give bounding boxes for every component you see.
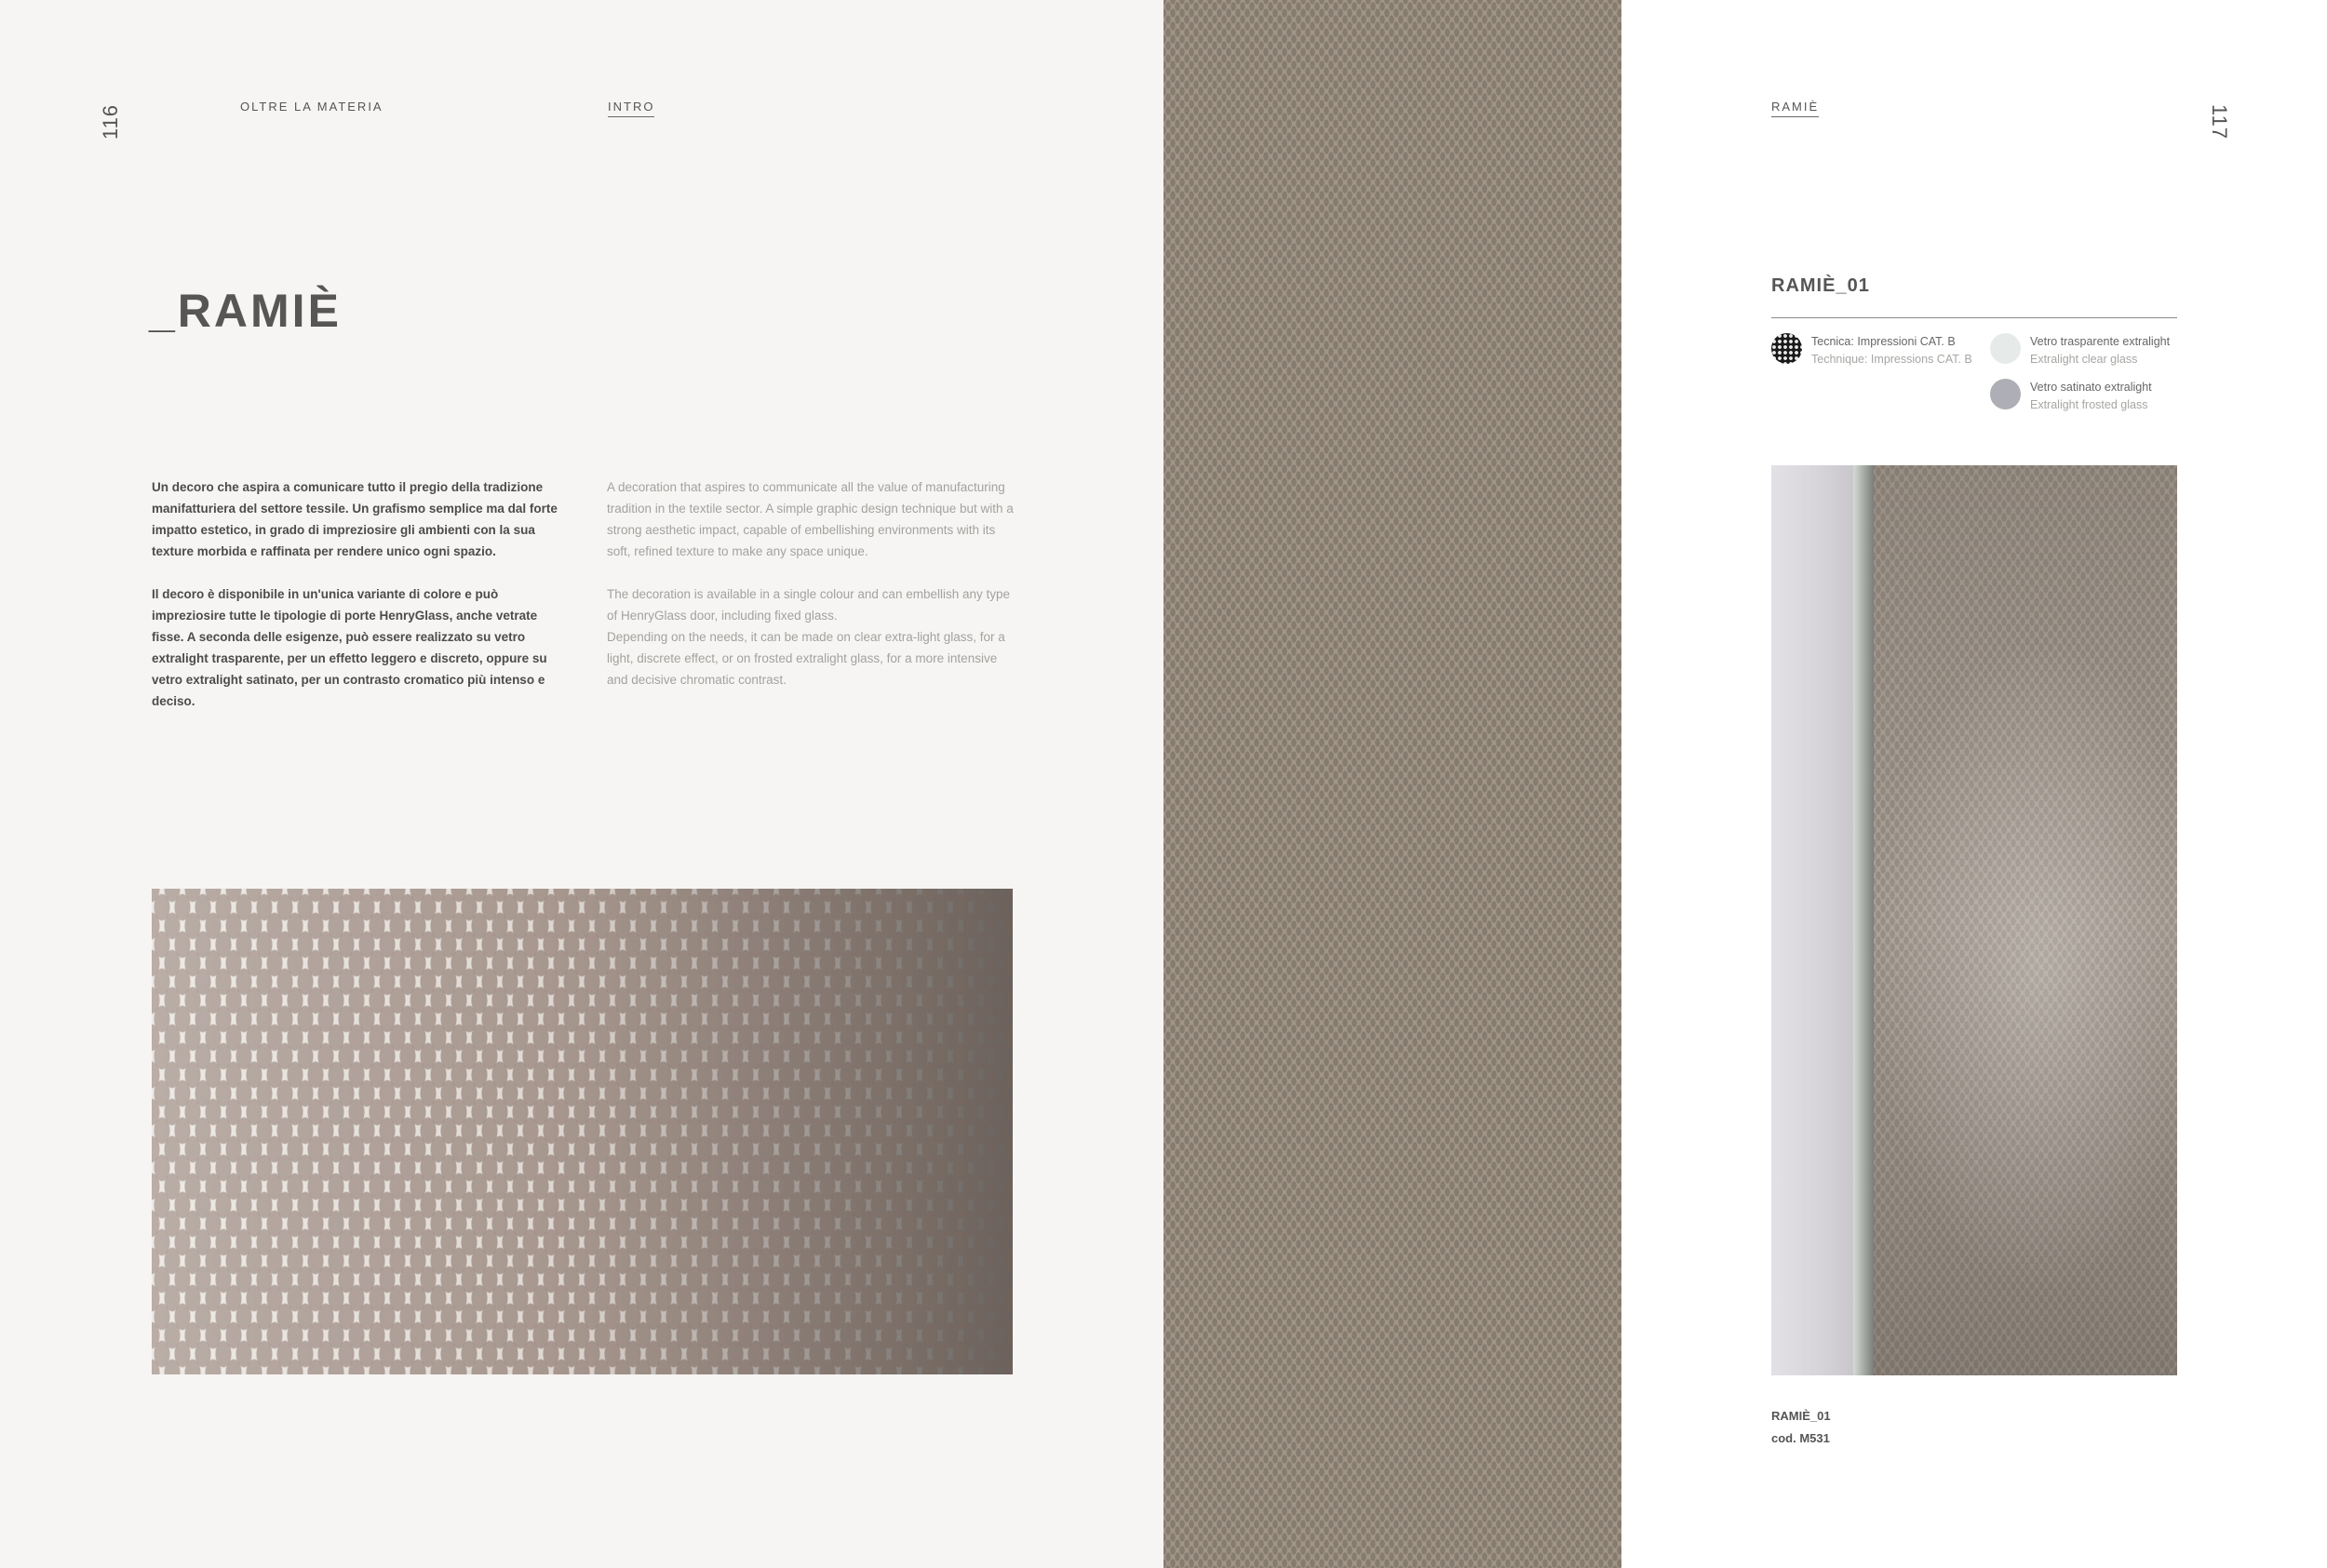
title-divider bbox=[1771, 317, 2177, 318]
caption-name: RAMIÈ_01 bbox=[1771, 1409, 1831, 1423]
english-paragraph: A decoration that aspires to communicate all the value of manufacturing tradition in the textile sector. A simple graphic design technique but with a strong aesthetic impact, capable of embellishing environments with its soft, refined texture to make any space unique. bbox=[607, 480, 1014, 558]
section-label: OLTRE LA MATERIA bbox=[240, 100, 383, 114]
page-number-left: 116 bbox=[99, 103, 123, 141]
photo-shading bbox=[152, 889, 1013, 1374]
frosted-glass-swatch-icon bbox=[1990, 379, 2021, 409]
texture-closeup-image bbox=[152, 889, 1013, 1374]
spec-technique-it: Tecnica: Impressioni CAT. B bbox=[1811, 335, 1956, 348]
spec-frosted-en: Extralight frosted glass bbox=[2030, 398, 2148, 411]
clear-glass-swatch-icon bbox=[1990, 333, 2021, 364]
spec-frosted-it: Vetro satinato extralight bbox=[2030, 381, 2152, 394]
italian-paragraph: Il decoro è disponibile in un'unica variante di colore e può impreziosire tutte le tipologie di porte HenryGlass, anche vetrate fisse. A seconda delle esigenze, può essere realizzato su vetro extralight trasparente, per un effetto leggero e discreto, oppure su vetro extralight satinato, per un contrasto cromatico più intenso e deciso. bbox=[152, 587, 547, 708]
product-title: RAMIÈ_01 bbox=[1771, 275, 1870, 296]
english-paragraph: Depending on the needs, it can be made on clear extra-light glass, for a light, discrete effect, or on frosted extralight glass, for a more intensive and decisive chromatic contrast. bbox=[607, 630, 1005, 687]
glass-edge bbox=[1853, 465, 1874, 1375]
spec-clear-glass bbox=[1990, 333, 2170, 369]
door-product-image bbox=[1771, 465, 2177, 1375]
door-frame bbox=[1771, 465, 1855, 1375]
spec-technique bbox=[1771, 333, 1972, 369]
product-caption bbox=[1771, 1405, 1831, 1450]
italian-description bbox=[152, 476, 561, 712]
page-title: _RAMIÈ bbox=[149, 285, 342, 337]
page-number-right: 117 bbox=[2208, 103, 2232, 141]
nav-link-ramie[interactable]: RAMIÈ bbox=[1771, 100, 1819, 117]
english-paragraph: The decoration is available in a single colour and can embellish any type of HenryGlass door, including fixed glass. bbox=[607, 587, 1011, 623]
spec-technique-en: Technique: Impressions CAT. B bbox=[1811, 353, 1972, 366]
caption-code: cod. M531 bbox=[1771, 1431, 1830, 1445]
english-description bbox=[607, 476, 1016, 690]
spec-clear-en: Extralight clear glass bbox=[2030, 353, 2138, 366]
texture-strip-image bbox=[1164, 0, 1621, 1568]
light-reflection bbox=[1874, 465, 2177, 1375]
italian-paragraph: Un decoro che aspira a comunicare tutto il pregio della tradizione manifatturiera del settore tessile. Un grafismo semplice ma dal forte impatto estetico, in grado di impreziosire gli ambienti con la sua texture morbida e raffinata per rendere unico ogni spazio. bbox=[152, 480, 558, 558]
pattern-swatch-icon bbox=[1771, 333, 1802, 364]
spec-frosted-glass bbox=[1990, 379, 2152, 414]
spec-clear-it: Vetro trasparente extralight bbox=[2030, 335, 2171, 348]
nav-link-intro[interactable]: INTRO bbox=[608, 100, 654, 117]
